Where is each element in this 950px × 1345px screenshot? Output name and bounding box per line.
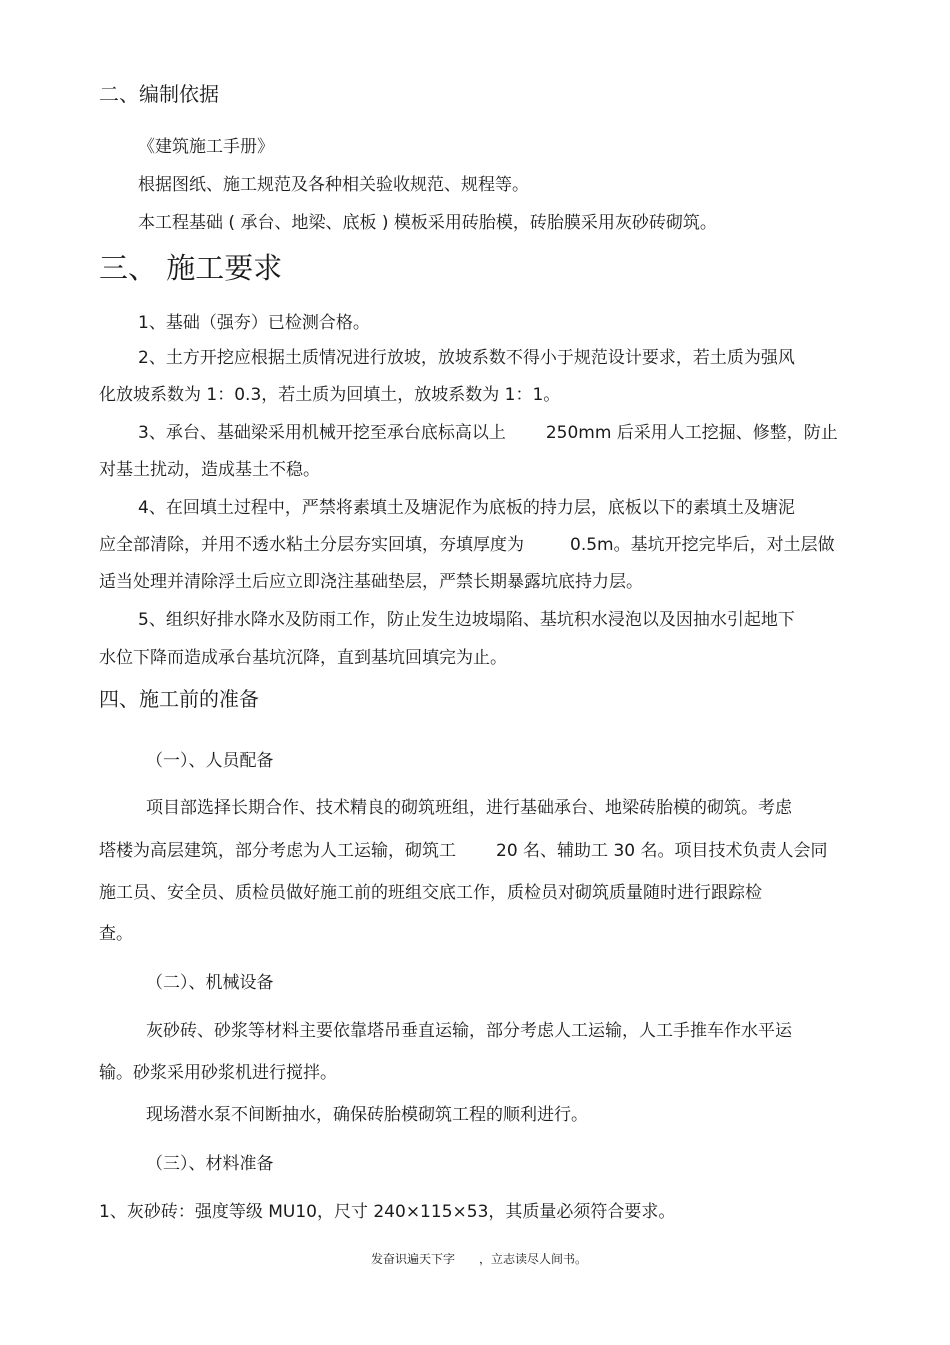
section-4-heading: 四、施工前的准备 (99, 687, 259, 711)
footer-motto (371, 1248, 587, 1270)
section-3-item-5-line-1: 5、组织好排水降水及防雨工作，防止发生边坡塌陷、基坑积水浸泡以及因抽水引起地下 (138, 610, 795, 630)
section-3-item-4-line-1: 4、在回填土过程中，严禁将素填土及塘泥作为底板的持力层，底板以下的素填土及塘泥 (138, 498, 795, 518)
section-3-heading: 三、 施工要求 (99, 251, 283, 285)
section-2-heading: 二、编制依据 (99, 82, 219, 106)
staffing-text-a: 塔楼为高层建筑，部分考虑为人工运输，砌筑工 (99, 841, 456, 861)
section-3-item-5-line-2: 水位下降而造成承台基坑沉降，直到基坑回填完为止。 (99, 648, 507, 668)
section-3-item-2-line-1: 2、土方开挖应根据土质情况进行放坡，放坡系数不得小于规范设计要求，若土质为强风 (138, 348, 795, 368)
section-3-item-4-line-3: 适当处理并清除浮土后应立即浇注基础垫层，严禁长期暴露坑底持力层。 (99, 572, 643, 592)
subsection-2-line-3: 现场潜水泵不间断抽水，确保砖胎模砌筑工程的顺利进行。 (146, 1105, 588, 1125)
section-2-paragraph-3: 本工程基础 ( 承台、地梁、底板 ) 模板采用砖胎模，砖胎膜采用灰砂砖砌筑。 (138, 213, 717, 233)
subsection-3-title: （三）、材料准备 (146, 1154, 274, 1174)
subsection-2-line-2: 输。砂浆采用砂浆机进行搅拌。 (99, 1063, 337, 1083)
subsection-1-line-3: 施工员、安全员、质检员做好施工前的班组交底工作，质检员对砌筑质量随时进行跟踪检 (99, 883, 762, 903)
section-3-item-1: 1、基础（强夯）已检测合格。 (138, 313, 370, 333)
subsection-2-title: （二）、机械设备 (146, 973, 274, 993)
subsection-1-line-4: 查。 (99, 924, 133, 944)
subsection-1-line-2 (99, 840, 827, 862)
subsection-2-line-1: 灰砂砖、砂浆等材料主要依靠塔吊垂直运输，部分考虑人工运输，人工手推车作水平运 (146, 1021, 792, 1041)
section-2-paragraph-2: 根据图纸、施工规范及各种相关验收规范、规程等。 (138, 175, 529, 195)
section-3-item-2-line-2: 化放坡系数为 1：0.3，若土质为回填土，放坡系数为 1：1。 (99, 385, 561, 405)
section-2-paragraph-1: 《建筑施工手册》 (138, 137, 274, 157)
footer-motto-right: ，立志读尽人间书。 (479, 1252, 588, 1266)
subsection-1-title: （一）、人员配备 (146, 751, 274, 771)
item-3-text-b: 250mm 后采用人工挖掘、修整，防止 (545, 423, 838, 443)
section-3-item-4-line-2 (99, 534, 835, 556)
subsection-1-line-1: 项目部选择长期合作、技术精良的砌筑班组，进行基础承台、地梁砖胎模的砌筑。考虑 (146, 798, 792, 818)
item-4-text-b: 0.5m。基坑开挖完毕后，对土层做 (570, 535, 835, 555)
footer-motto-left: 发奋识遍天下字 (371, 1252, 456, 1266)
staffing-text-b: 20 名、辅助工 30 名。项目技术负责人会同 (496, 841, 828, 861)
item-3-text-a: 3、承台、基础梁采用机械开挖至承台底标高以上 (138, 423, 506, 443)
section-3-item-3-line-1 (138, 422, 838, 444)
item-4-text-a: 应全部清除，并用不透水粘土分层夯实回填，夯填厚度为 (99, 535, 524, 555)
subsection-3-line-1: 1、灰砂砖：强度等级 MU10，尺寸 240×115×53，其质量必须符合要求。 (99, 1202, 676, 1222)
section-3-item-3-line-2: 对基土扰动，造成基土不稳。 (99, 460, 320, 480)
